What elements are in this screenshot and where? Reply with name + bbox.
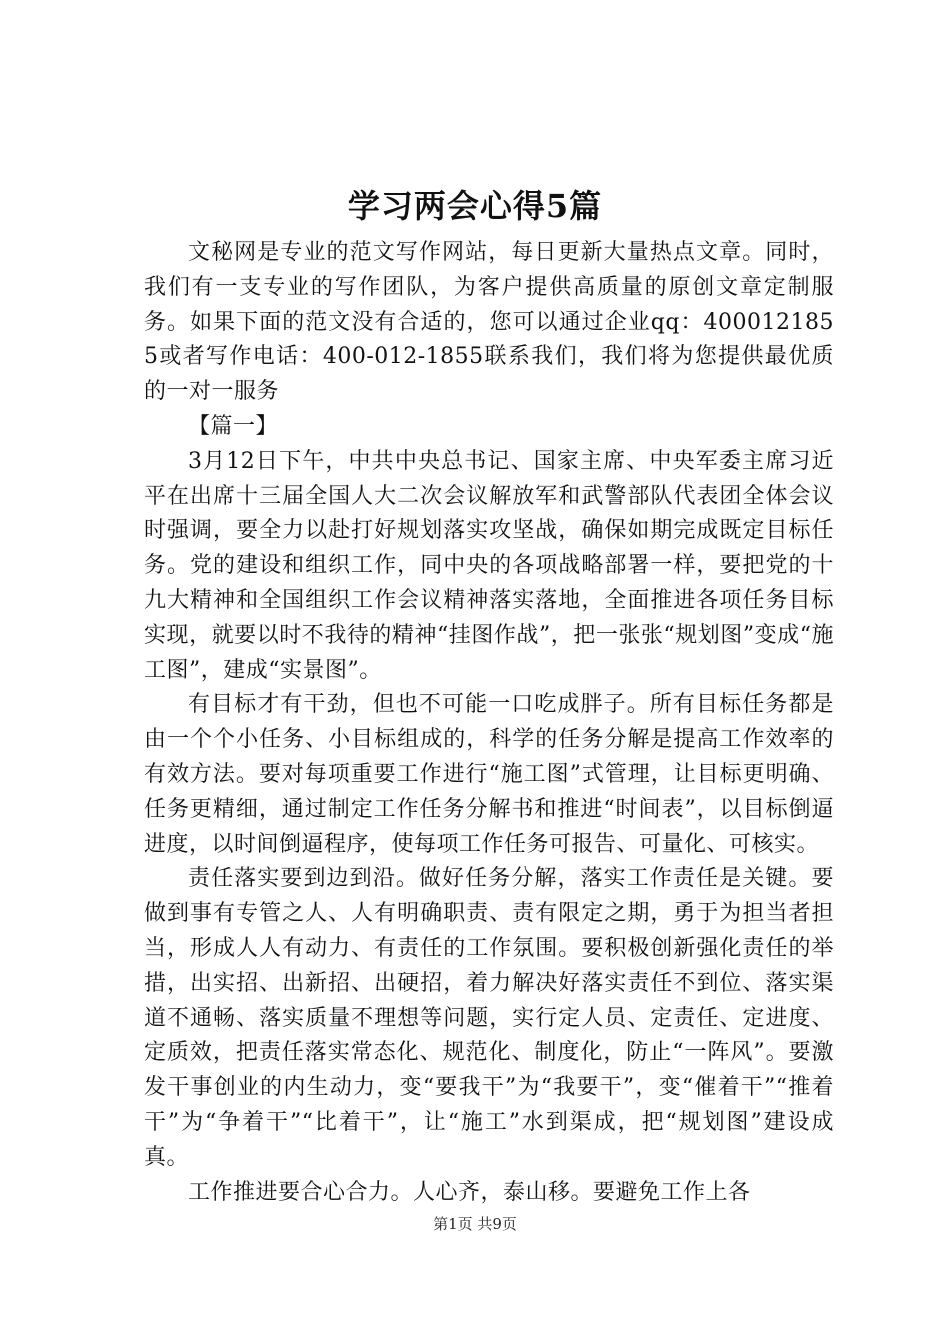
document-body: [144, 236, 834, 1210]
document-title: 学习两会心得5篇: [347, 187, 603, 225]
page-footer: 第1页 共9页: [433, 1215, 517, 1233]
body-paragraph: 有目标才有干劲，但也不可能一口吃成胖子。所有目标任务都是由一个个小任务、小目标组成的，科学的任务分解是提高工作效率的有效方法。要对每项重要工作进行“施工图”式管理，让目标更明确、任务更精细，通过制定工作任务分解书和推进“时间表”，以目标倒逼进度，以时间倒逼程序，使每项工作任务可报告、可量化、可核实。: [144, 692, 834, 857]
intro-paragraph: 文秘网是专业的范文写作网站，每日更新大量热点文章。同时，我们有一支专业的写作团队，为客户提供高质量的原创文章定制服务。如果下面的范文没有合适的，您可以通过企业qq：4000121855或者写作电话：400-012-1855联系我们，我们将为您提供最优质的一对一服务: [144, 240, 834, 405]
body-paragraph: 3月12日下午，中共中央总书记、国家主席、中央军委主席习近平在出席十三届全国人大二次会议解放军和武警部队代表团全体会议时强调，要全力以赴打好规划落实攻坚战，确保如期完成既定目标任务。党的建设和组织工作，同中央的各项战略部署一样，要把党的十九大精神和全国组织工作会议精神落实落地，全面推进各项任务目标实现，就要以时不我待的精神“挂图作战”，把一张张“规划图”变成“施工图”，建成“实景图”。: [144, 448, 834, 683]
body-paragraph: 责任落实要到边到沿。做好任务分解，落实工作责任是关键。要做到事有专管之人、人有明确职责、责有限定之期，勇于为担当者担当，形成人人有动力、有责任的工作氛围。要积极创新强化责任的举措，出实招、出新招、出硬招，着力解决好落实责任不到位、落实渠道不通畅、落实质量不理想等问题，实行定人员、定责任、定进度、定质效，把责任落实常态化、规范化、制度化，防止“一阵风”。要激发干事创业的内生动力，变“要我干”为“我要干”，变“催着干”“推着干”为“争着干”“比着干”，让“施工”水到渠成，把“规划图”建设成真。: [144, 866, 834, 1170]
body-paragraph: 工作推进要合心合力。人心齐，泰山移。要避免工作上各: [188, 1179, 751, 1205]
section-heading: 【篇一】: [188, 413, 279, 439]
